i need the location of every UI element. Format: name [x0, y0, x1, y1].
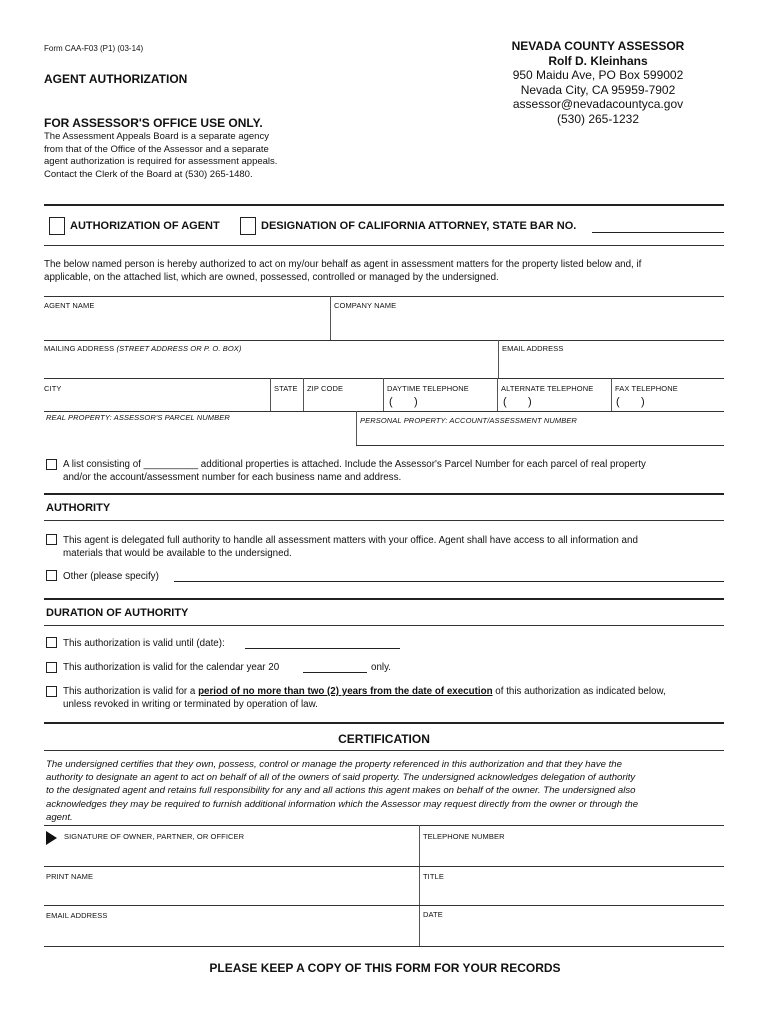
divider [44, 825, 724, 826]
divider [44, 296, 724, 297]
assessor-name: Rolf D. Kleinhans [548, 53, 648, 68]
form-title: AGENT AUTHORIZATION [44, 72, 188, 86]
divider [497, 378, 498, 412]
certification-text: The undersigned certifies that they own, possess, control or manage the property referenced in this authorization and that they have the authority to designate an agent to act on behalf of all of the owners of said property. The undersigned acknowledges delegation of authority to the designated agent and retains full responsibility for any and all actions this agent makes on behalf of the owner. The undersigned also acknowledges they may be required to furnish additional information which the Assessor may request directly from the owner or through the agent. [46, 759, 639, 823]
agent-name-label: AGENT NAME [44, 301, 95, 310]
personal-property-field[interactable] [360, 427, 722, 444]
divider [44, 204, 724, 206]
alternate-phone-field[interactable]: ( ) [503, 396, 532, 408]
valid-until-checkbox[interactable] [46, 637, 57, 648]
owner-email-field[interactable] [46, 922, 416, 944]
daytime-phone-field[interactable]: ( ) [389, 396, 418, 408]
print-name-label: PRINT NAME [46, 872, 94, 881]
fax-label: FAX TELEPHONE [615, 384, 678, 393]
full-authority-text: This agent is delegated full authority to handle all assessment matters with your office. Agent shall have access to all information and materials that would be available to the undersigned. [63, 535, 638, 559]
date-field[interactable] [423, 922, 723, 944]
mailing-address-label: MAILING ADDRESS (STREET ADDRESS OR P. O. BOX) [44, 344, 242, 353]
full-authority-checkbox[interactable] [46, 534, 57, 545]
authorization-of-agent-label: AUTHORIZATION OF AGENT [70, 220, 220, 232]
signature-field[interactable] [46, 845, 416, 865]
certification-heading: CERTIFICATION [338, 732, 430, 746]
two-year-period-text: This authorization is valid for a period of no more than two (2) years from the date of execution of this authorization as indicated below, unless revoked in writing or terminated by operation of law. [63, 686, 666, 710]
divider [44, 750, 724, 751]
company-name-label: COMPANY NAME [334, 301, 397, 310]
list-attached-checkbox[interactable] [46, 459, 57, 470]
divider [44, 722, 724, 724]
print-name-field[interactable] [46, 884, 416, 904]
city-label: CITY [44, 384, 62, 393]
agent-name-field[interactable] [44, 312, 328, 339]
divider [44, 625, 724, 626]
assessor-email: assessor@nevadacountyca.gov [512, 97, 684, 111]
telephone-label: TELEPHONE NUMBER [423, 832, 505, 841]
date-label: DATE [423, 910, 443, 919]
duration-heading: DURATION OF AUTHORITY [46, 607, 189, 619]
intro-text: The below named person is hereby authorized to act on my/our behalf as agent in assessment matters for the property listed below and, if applicable, on the attached list, which are owned, possessed, controlled or managed by the undersigned. [44, 259, 642, 283]
divider [270, 378, 271, 412]
other-authority-label: Other (please specify) [63, 571, 159, 582]
divider [44, 245, 724, 246]
divider [356, 411, 357, 445]
divider [44, 598, 724, 600]
calendar-year-field[interactable] [303, 672, 367, 673]
office-use-heading: FOR ASSESSOR'S OFFICE USE ONLY. [44, 116, 263, 130]
title-field[interactable] [423, 884, 723, 904]
state-label: STATE [274, 384, 298, 393]
email-field[interactable] [502, 355, 722, 377]
title-label: TITLE [423, 872, 444, 881]
divider [330, 296, 331, 340]
two-year-period-checkbox[interactable] [46, 686, 57, 697]
owner-email-label: EMAIL ADDRESS [46, 911, 108, 920]
divider [44, 340, 724, 341]
divider [44, 866, 724, 867]
assessor-address2: Nevada City, CA 95959-7902 [520, 82, 676, 97]
assessor-address1: 950 Maidu Ave, PO Box 599002 [512, 68, 684, 82]
other-authority-checkbox[interactable] [46, 570, 57, 581]
real-property-label: REAL PROPERTY: ASSESSOR'S PARCEL NUMBER [46, 413, 230, 422]
real-property-field[interactable] [46, 424, 352, 444]
divider [44, 411, 724, 412]
divider [419, 825, 420, 947]
divider [611, 378, 612, 412]
divider [383, 378, 384, 412]
divider [44, 378, 724, 379]
divider [303, 378, 304, 412]
signature-label: SIGNATURE OF OWNER, PARTNER, OR OFFICER [64, 832, 245, 841]
valid-until-label: This authorization is valid until (date): [63, 638, 225, 649]
divider [356, 445, 724, 446]
divider [44, 493, 724, 495]
signature-arrow-icon [46, 831, 57, 845]
daytime-phone-label: DAYTIME TELEPHONE [387, 384, 469, 393]
calendar-year-label: This authorization is valid for the calendar year 20 [63, 662, 280, 673]
list-attached-text: A list consisting of __________ additional properties is attached. Include the Assessor's Parcel Number for each parcel of real property and/or the account/assessment number for each business name and address. [63, 459, 646, 483]
mailing-address-field[interactable] [44, 355, 496, 377]
attorney-designation-label: DESIGNATION OF CALIFORNIA ATTORNEY, STATE BAR NO. [261, 220, 577, 232]
state-bar-number-field[interactable] [592, 232, 724, 233]
authorization-of-agent-checkbox[interactable] [49, 217, 65, 235]
company-name-field[interactable] [334, 312, 722, 339]
divider [44, 520, 724, 521]
authority-heading: AUTHORITY [46, 502, 111, 514]
telephone-field[interactable] [423, 845, 723, 865]
assessor-address-block [478, 39, 718, 126]
divider [498, 340, 499, 378]
calendar-year-checkbox[interactable] [46, 662, 57, 673]
zip-label: ZIP CODE [307, 384, 344, 393]
footer-notice: PLEASE KEEP A COPY OF THIS FORM FOR YOUR RECORDS [209, 961, 561, 975]
personal-property-label: PERSONAL PROPERTY: ACCOUNT/ASSESSMENT NUMBER [360, 416, 577, 425]
form-id: Form CAA-F03 (P1) (03-14) [44, 44, 144, 53]
valid-until-date-field[interactable] [245, 648, 400, 649]
appeals-note: The Assessment Appeals Board is a separate agency from that of the Office of the Assessor and a separate agent authorization is required for assessment appeals. Contact the Clerk of the Board at (530) 265-1480. [44, 131, 278, 180]
alternate-phone-label: ALTERNATE TELEPHONE [501, 384, 594, 393]
other-authority-field[interactable] [174, 581, 724, 582]
attorney-designation-checkbox[interactable] [240, 217, 256, 235]
assessor-phone: (530) 265-1232 [556, 111, 640, 126]
email-label: EMAIL ADDRESS [502, 344, 564, 353]
fax-field[interactable]: ( ) [616, 396, 645, 408]
calendar-year-suffix: only. [371, 662, 391, 673]
divider [44, 946, 724, 947]
divider [44, 905, 724, 906]
assessor-office: NEVADA COUNTY ASSESSOR [511, 39, 685, 53]
